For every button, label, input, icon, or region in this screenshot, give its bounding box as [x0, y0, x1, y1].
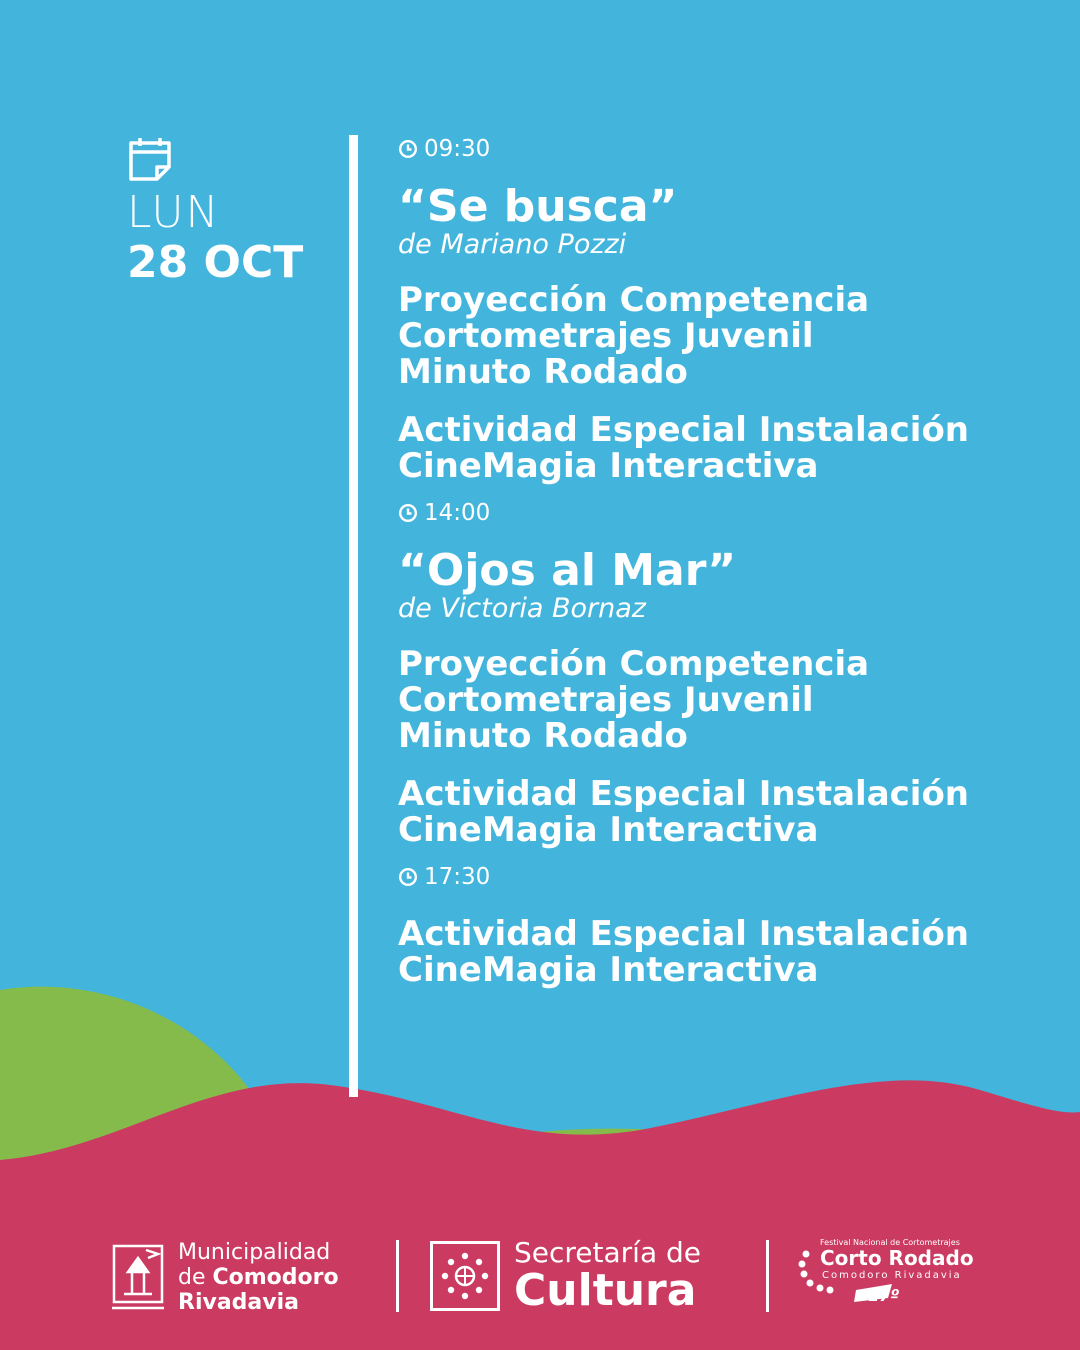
activity-item	[398, 776, 1058, 848]
municipalidad-logo	[110, 1240, 339, 1315]
cultura-emblem-box	[430, 1241, 500, 1311]
calendar-icon	[127, 135, 173, 181]
activity-line: Cortometrajes Juvenil	[398, 680, 814, 720]
time-row	[398, 134, 1058, 164]
date-block	[127, 135, 303, 289]
municipalidad-line3: Rivadavia	[178, 1290, 299, 1315]
clock-icon	[398, 139, 418, 159]
schedule-block	[398, 498, 1058, 848]
clock-icon	[398, 867, 418, 887]
time-row	[398, 862, 1058, 892]
date-label: 28 OCT	[127, 237, 304, 288]
time-row	[398, 498, 1058, 528]
activity-line: Minuto Rodado	[398, 716, 688, 756]
activity-line: Actividad Especial Instalación	[398, 410, 970, 450]
activity-line: Cortometrajes Juvenil	[398, 316, 814, 356]
footer-separator	[766, 1240, 769, 1312]
time-label: 17:30	[424, 864, 491, 890]
footer-separator	[396, 1240, 399, 1312]
activity-line: Actividad Especial Instalación	[398, 774, 970, 814]
time-label: 09:30	[424, 136, 491, 162]
cultura-bottom: Cultura	[514, 1265, 697, 1316]
timeline-divider	[349, 135, 358, 1097]
municipalidad-line2: de Comodoro	[178, 1265, 339, 1290]
activity-item	[398, 646, 1058, 754]
globe-people-icon	[439, 1250, 491, 1302]
secretaria-cultura-logo	[430, 1238, 701, 1314]
activity-line: Proyección Competencia	[398, 280, 870, 320]
corto-small-text: Festival Nacional de Cortometrajes	[820, 1238, 960, 1247]
activity-item	[398, 412, 1058, 484]
cultura-text	[514, 1238, 701, 1314]
activity-line: CineMagia Interactiva	[398, 950, 819, 990]
schedule	[398, 134, 1058, 1002]
municipalidad-line1: Municipalidad	[178, 1240, 331, 1265]
activity-item	[398, 916, 1058, 988]
corto-rodado-logo	[796, 1236, 976, 1316]
schedule-block	[398, 862, 1058, 988]
activity-line: Actividad Especial Instalación	[398, 914, 970, 954]
cultura-top: Secretaría de	[514, 1236, 702, 1269]
footer	[0, 1228, 1080, 1328]
day-label: LUN	[127, 187, 221, 238]
time-label: 14:00	[424, 500, 491, 526]
activity-line: Minuto Rodado	[398, 352, 688, 392]
activity-line: CineMagia Interactiva	[398, 810, 819, 850]
film-title: “Ojos al Mar”	[398, 545, 737, 596]
activity-line: CineMagia Interactiva	[398, 446, 819, 486]
film-author: de Victoria Bornaz	[398, 593, 646, 624]
municipal-crest-icon	[110, 1242, 166, 1314]
corto-main-text: Corto Rodado	[820, 1246, 974, 1270]
clock-icon	[398, 503, 418, 523]
film-author: de Mariano Pozzi	[398, 229, 627, 260]
film-title: “Se busca”	[398, 181, 678, 232]
municipalidad-text	[178, 1240, 339, 1315]
schedule-block	[398, 134, 1058, 484]
activity-line: Proyección Competencia	[398, 644, 870, 684]
corto-edition: 17º	[868, 1286, 900, 1305]
activity-item	[398, 282, 1058, 390]
corto-sub-text: Comodoro Rivadavia	[822, 1270, 962, 1281]
